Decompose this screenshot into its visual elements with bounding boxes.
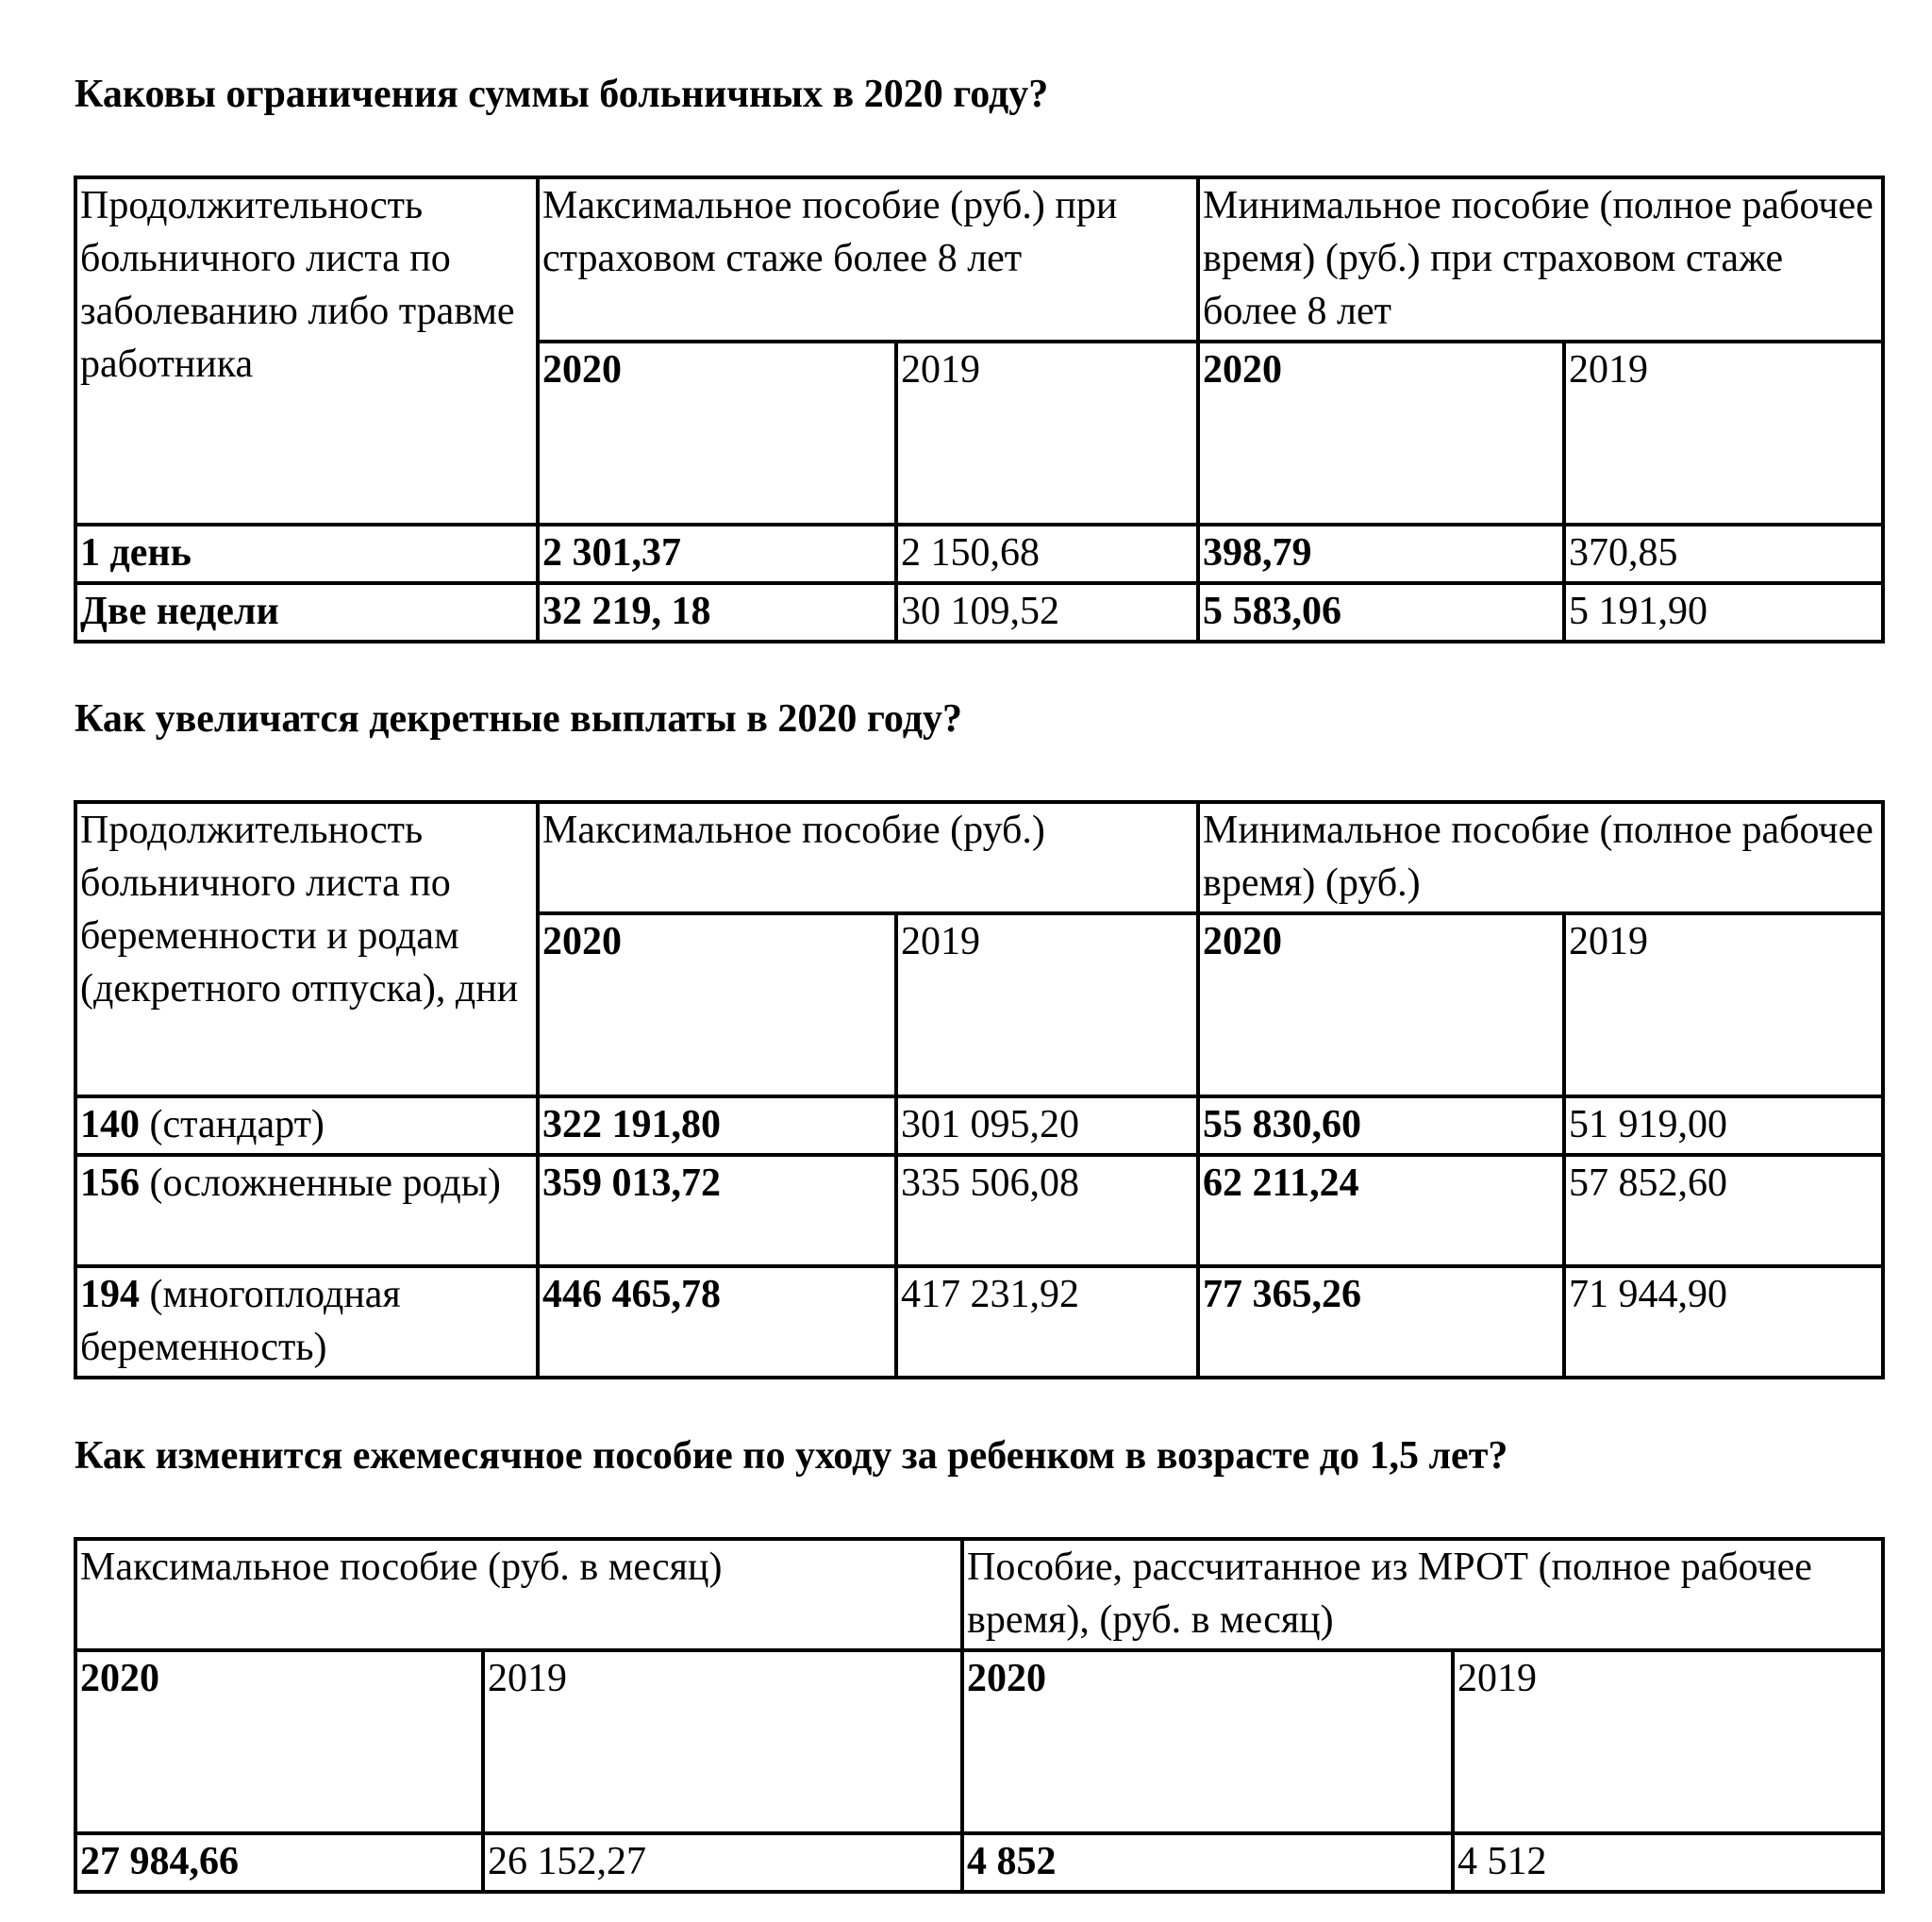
cell-max-2019: 2 150,68	[896, 525, 1198, 583]
table-row	[75, 1096, 1883, 1155]
cell-max-2020: 322 191,80	[538, 1096, 896, 1155]
cell-max-2020: 27 984,66	[75, 1833, 483, 1892]
row-days: 156	[80, 1162, 140, 1205]
year-2020-header: 2020	[1198, 913, 1564, 1096]
year-2019-header: 2019	[896, 342, 1198, 525]
duration-header: Продолжительность больничного листа по беременности и родам (декретного отпуска), дни	[75, 802, 538, 1096]
table-row	[75, 525, 1883, 583]
year-2020-header: 2020	[962, 1650, 1453, 1833]
year-2019-header: 2019	[1564, 342, 1883, 525]
year-2020-header: 2020	[538, 913, 896, 1096]
duration-header: Продолжительность больничного листа по заболеванию либо травме работника	[75, 177, 538, 525]
section1-heading: Каковы ограничения суммы больничных в 2020 году?	[75, 73, 1049, 116]
cell-max-2019: 417 231,92	[896, 1266, 1198, 1378]
cell-min-2020: 77 365,26	[1198, 1266, 1564, 1378]
row-note: (многоплодная беременность)	[80, 1273, 401, 1369]
cell-max-2019: 26 152,27	[483, 1833, 962, 1892]
cell-min-2019: 51 919,00	[1564, 1096, 1883, 1155]
table-row	[75, 583, 1883, 642]
cell-min-2019: 370,85	[1564, 525, 1883, 583]
maternity-table	[74, 800, 1885, 1379]
year-2019-header: 2019	[1453, 1650, 1883, 1833]
row-days: 140	[80, 1103, 140, 1146]
year-2019-header: 2019	[896, 913, 1198, 1096]
row-label	[75, 1266, 538, 1378]
cell-min-2019: 71 944,90	[1564, 1266, 1883, 1378]
min-benefit-header: Минимальное пособие (полное рабочее время) (руб.)	[1198, 802, 1883, 913]
cell-mrot-2019: 4 512	[1453, 1833, 1883, 1892]
row-label	[75, 1096, 538, 1155]
cell-min-2019: 57 852,60	[1564, 1155, 1883, 1266]
year-2020-header: 2020	[1198, 342, 1564, 525]
row-label	[75, 1155, 538, 1266]
table-row	[75, 1266, 1883, 1378]
row-note: (осложненные роды)	[149, 1162, 501, 1205]
year-2020-header: 2020	[538, 342, 896, 525]
cell-min-2019: 5 191,90	[1564, 583, 1883, 642]
section3-heading: Как изменится ежемесячное пособие по уходу за ребенком в возрасте до 1,5 лет?	[75, 1434, 1508, 1478]
year-2020-header: 2020	[75, 1650, 483, 1833]
cell-min-2020: 62 211,24	[1198, 1155, 1564, 1266]
table-row	[75, 1833, 1883, 1892]
cell-max-2020: 446 465,78	[538, 1266, 896, 1378]
min-benefit-header: Минимальное пособие (полное рабочее время) (руб.) при страховом стаже более 8 лет	[1198, 177, 1883, 342]
sick-leave-table	[74, 175, 1885, 643]
cell-mrot-2020: 4 852	[962, 1833, 1453, 1892]
childcare-table	[74, 1537, 1885, 1894]
year-2019-header: 2019	[483, 1650, 962, 1833]
cell-min-2020: 5 583,06	[1198, 583, 1564, 642]
max-benefit-header: Максимальное пособие (руб.)	[538, 802, 1198, 913]
row-label: 1 день	[75, 525, 538, 583]
cell-max-2020: 359 013,72	[538, 1155, 896, 1266]
cell-max-2019: 30 109,52	[896, 583, 1198, 642]
cell-max-2020: 2 301,37	[538, 525, 896, 583]
mrot-benefit-header: Пособие, рассчитанное из МРОТ (полное рабочее время), (руб. в месяц)	[962, 1539, 1883, 1650]
cell-min-2020: 55 830,60	[1198, 1096, 1564, 1155]
year-2019-header: 2019	[1564, 913, 1883, 1096]
row-label: Две недели	[75, 583, 538, 642]
cell-max-2019: 335 506,08	[896, 1155, 1198, 1266]
row-note: (стандарт)	[149, 1103, 325, 1146]
table-row	[75, 1155, 1883, 1266]
row-days: 194	[80, 1273, 140, 1316]
cell-min-2020: 398,79	[1198, 525, 1564, 583]
section2-heading: Как увеличатся декретные выплаты в 2020 году?	[75, 697, 962, 741]
cell-max-2019: 301 095,20	[896, 1096, 1198, 1155]
cell-max-2020: 32 219, 18	[538, 583, 896, 642]
max-benefit-header: Максимальное пособие (руб.) при страховом стаже более 8 лет	[538, 177, 1198, 342]
max-benefit-header: Максимальное пособие (руб. в месяц)	[75, 1539, 962, 1650]
